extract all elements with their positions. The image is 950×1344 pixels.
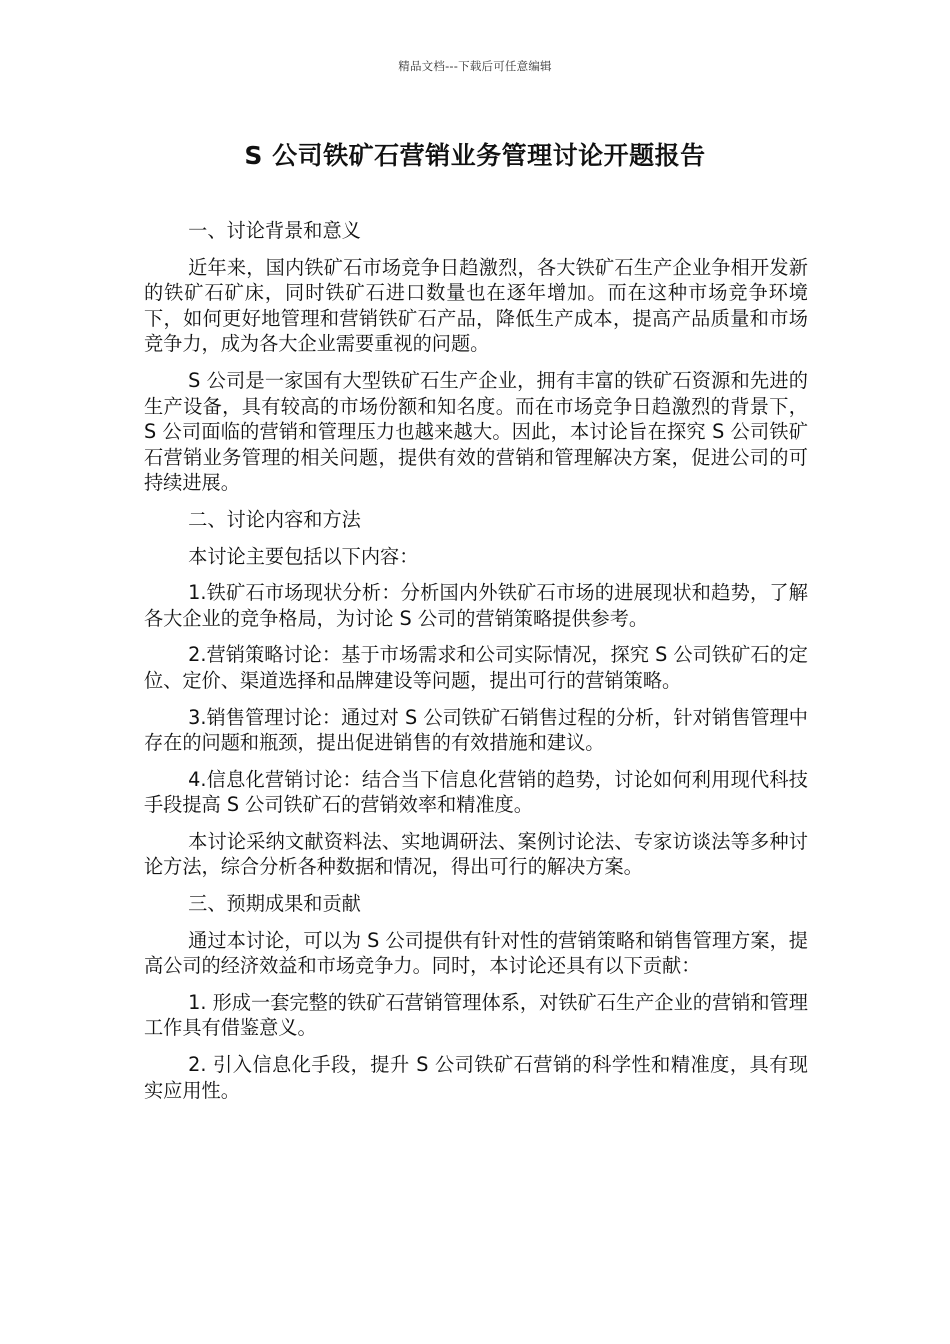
paragraph-market-context: 近年来，国内铁矿石市场竞争日趋激烈，各大铁矿石生产企业争相开发新的铁矿石矿床，同时铁矿石进口数量也在逐年增加。而在这种市场竞争环境下，如何更好地管理和营销铁矿石产品，降低生产成本，提高产品质量和市场竞争力，成为各大企业需要重视的问题。	[144, 255, 808, 356]
list-item-marketing-strategy: 2.营销策略讨论：基于市场需求和公司实际情况，探究 S 公司铁矿石的定位、定价、渠道选择和品牌建设等问题，提出可行的营销策略。	[144, 643, 808, 692]
section-heading-background: 一、讨论背景和意义	[188, 219, 361, 242]
list-item-sales-management: 3.销售管理讨论：通过对 S 公司铁矿石销售过程的分析，针对销售管理中存在的问题和瓶颈，提出促进销售的有效措施和建议。	[144, 705, 808, 755]
list-item-contribution-digital: 2. 引入信息化手段，提升 S 公司铁矿石营销的科学性和精准度，具有现实应用性。	[144, 1053, 808, 1102]
document-body	[144, 218, 808, 1114]
header-note: 精品文档---下载后可任意编辑	[398, 59, 552, 73]
section-heading-outcomes: 三、预期成果和贡献	[188, 892, 361, 916]
section-heading-content-methods: 二、讨论内容和方法	[188, 507, 361, 531]
list-item-market-analysis: 1.铁矿石市场现状分析：分析国内外铁矿石市场的进展现状和趋势，了解各大企业的竞争格局，为讨论 S 公司的营销策略提供参考。	[144, 581, 808, 630]
list-item-contribution-system: 1. 形成一套完整的铁矿石营销管理体系，对铁矿石生产企业的营销和管理工作具有借鉴意义。	[144, 990, 808, 1040]
paragraph-content-intro: 本讨论主要包括以下内容：	[188, 544, 419, 568]
document-title: S 公司铁矿石营销业务管理讨论开题报告	[244, 141, 706, 170]
paragraph-outcomes-intro: 通过本讨论，可以为 S 公司提供有针对性的营销策略和销售管理方案，提高公司的经济效益和市场竞争力。同时，本讨论还具有以下贡献：	[144, 928, 808, 978]
list-item-digital-marketing: 4.信息化营销讨论：结合当下信息化营销的趋势，讨论如何利用现代科技手段提高 S 公司铁矿石的营销效率和精准度。	[144, 767, 808, 817]
paragraph-company-intro: S 公司是一家国有大型铁矿石生产企业，拥有丰富的铁矿石资源和先进的生产设备，具有较高的市场份额和知名度。而在市场竞争日趋激烈的背景下，S 公司面临的营销和管理压力也越来越大。因此，本讨论旨在探究 S 公司铁矿石营销业务管理的相关问题，提供有效的营销和管理解决方案，促进公司的可持续进展。	[144, 368, 808, 495]
paragraph-methods: 本讨论采纳文献资料法、实地调研法、案例讨论法、专家访谈法等多种讨论方法，综合分析各种数据和情况，得出可行的解决方案。	[144, 829, 808, 879]
